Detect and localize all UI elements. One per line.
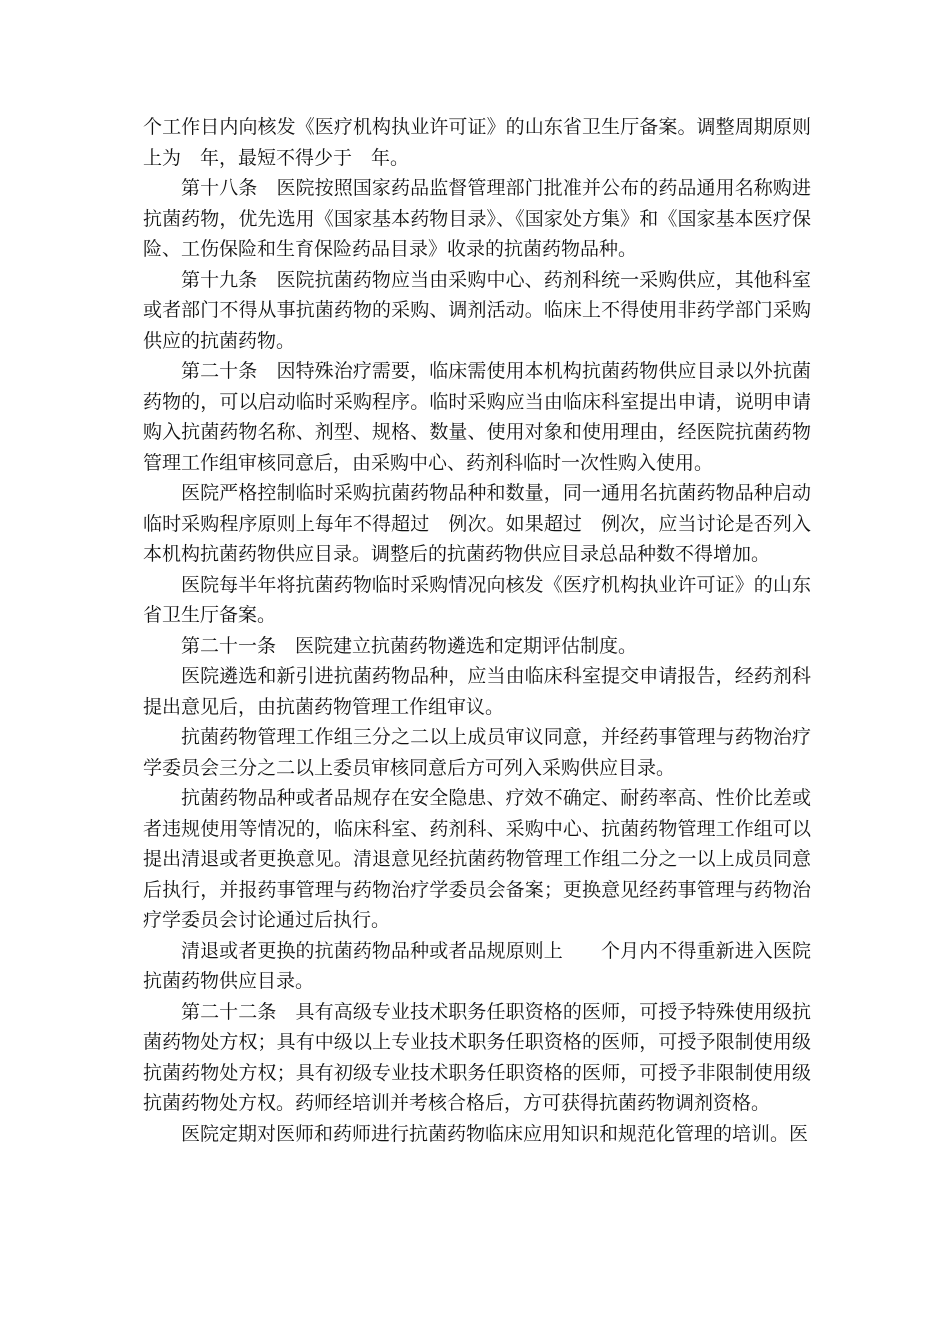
temporary-procurement-filing-paragraph: 医院每半年将抗菌药物临时采购情况向核发《医疗机构执业许可证》的山东省卫生厅备案。 xyxy=(143,573,811,626)
reentry-restriction-paragraph: 清退或者更换的抗菌药物品种或者品规原则上 个月内不得重新进入医院抗菌药物供应目录。 xyxy=(143,939,811,992)
selection-application-paragraph: 医院遴选和新引进抗菌药物品种，应当由临床科室提交申请报告，经药剂科提出意见后，由抗菌药物管理工作组审议。 xyxy=(143,665,811,718)
article-21-paragraph: 第二十一条 医院建立抗菌药物遴选和定期评估制度。 xyxy=(181,634,638,657)
article-22-paragraph: 第二十二条 具有高级专业技术职务任职资格的医师，可授予特殊使用级抗菌药物处方权；具有中级以上专业技术职务任职资格的医师，可授予限制使用级抗菌药物处方权；具有初级专业技术职务任职资格的医师，可授予非限制使用级抗菌药物处方权。药师经培训并考核合格后，方可获得抗菌药物调剂资格。 xyxy=(143,1000,811,1114)
document-body xyxy=(143,112,811,1149)
committee-approval-paragraph: 抗菌药物管理工作组三分之二以上成员审议同意，并经药事管理与药物治疗学委员会三分之二以上委员审核同意后方可列入采购供应目录。 xyxy=(143,726,811,779)
article-19-paragraph: 第十九条 医院抗菌药物应当由采购中心、药剂科统一采购供应，其他科室或者部门不得从事抗菌药物的采购、调剂活动。临床上不得使用非药学部门采购供应的抗菌药物。 xyxy=(143,268,811,352)
training-paragraph: 医院定期对医师和药师进行抗菌药物临床应用知识和规范化管理的培训。医 xyxy=(181,1122,809,1145)
temporary-procurement-control-paragraph: 医院严格控制临时采购抗菌药物品种和数量，同一通用名抗菌药物品种启动临时采购程序原则上每年不得超过 例次。如果超过 例次，应当讨论是否列入本机构抗菌药物供应目录。调整后的抗菌药物供应目录总品种数不得增加。 xyxy=(143,482,811,565)
article-18-paragraph: 第十八条 医院按照国家药品监督管理部门批准并公布的药品通用名称购进抗菌药物，优先选用《国家基本药物目录》、《国家处方集》和《国家基本医疗保险、工伤保险和生育保险药品目录》收录的抗菌药物品种。 xyxy=(143,177,811,260)
withdrawal-replacement-paragraph: 抗菌药物品种或者品规存在安全隐患、疗效不确定、耐药率高、性价比差或者违规使用等情况的，临床科室、药剂科、采购中心、抗菌药物管理工作组可以提出清退或者更换意见。清退意见经抗菌药物管理工作组二分之一以上成员同意后执行，并报药事管理与药物治疗学委员会备案；更换意见经药事管理与药物治疗学委员会讨论通过后执行。 xyxy=(143,787,811,931)
paragraph-continuation: 个工作日内向核发《医疗机构执业许可证》的山东省卫生厅备案。调整周期原则上为 年，最短不得少于 年。 xyxy=(143,116,811,169)
article-20-paragraph: 第二十条 因特殊治疗需要，临床需使用本机构抗菌药物供应目录以外抗菌药物的，可以启动临时采购程序。临时采购应当由临床科室提出申请，说明申请购入抗菌药物名称、剂型、规格、数量、使用对象和使用理由，经医院抗菌药物管理工作组审核同意后，由采购中心、药剂科临时一次性购入使用。 xyxy=(143,360,811,474)
